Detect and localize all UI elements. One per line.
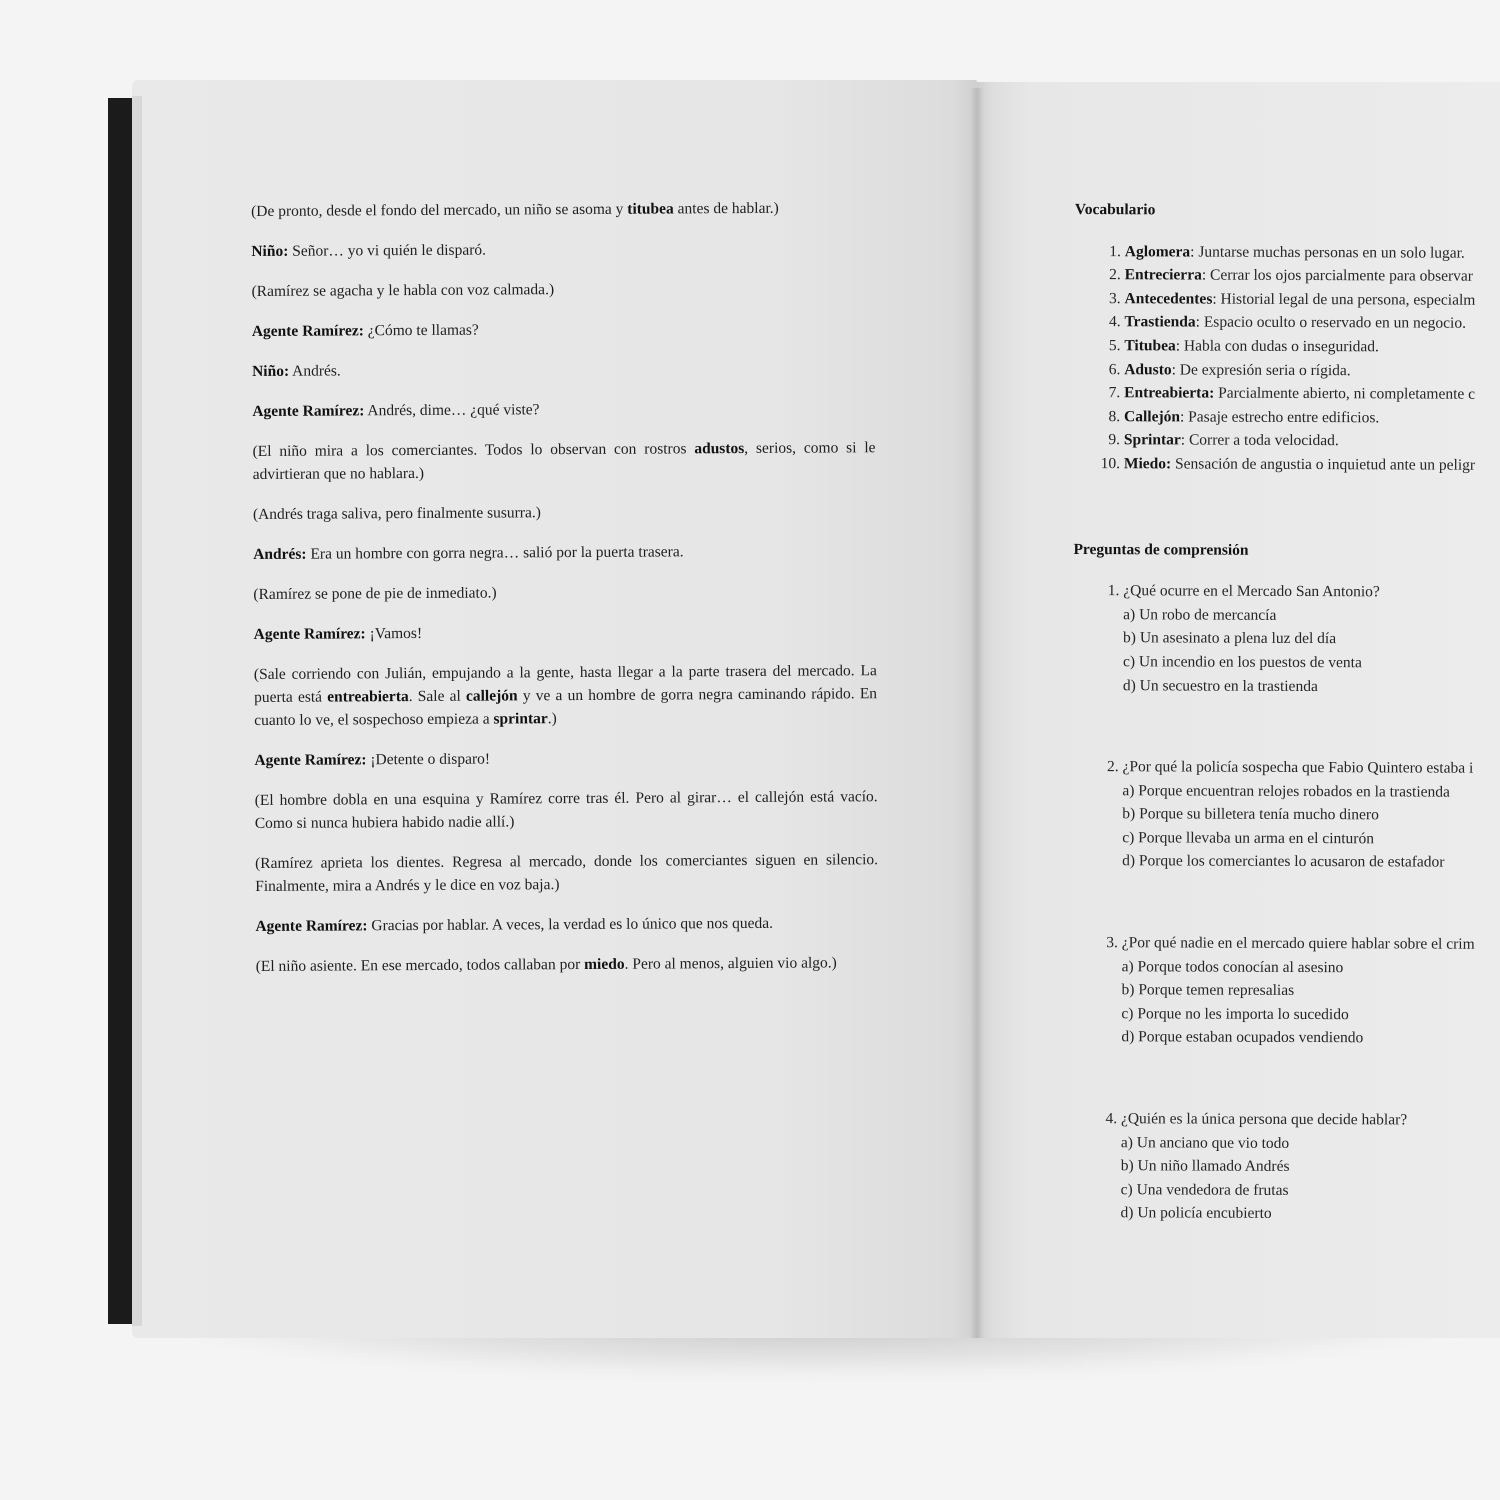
answer-option: b) Un asesinato a plena luz del día: [1123, 629, 1337, 648]
vocabulary-term: Callejón: [1124, 407, 1181, 426]
term-separator: :: [1190, 243, 1195, 261]
vocabulary-term: Trastienda: [1124, 313, 1196, 331]
text-segment: .): [547, 710, 557, 728]
dialogue-paragraph: [254, 745, 877, 772]
vocabulary-item: [1125, 240, 1500, 266]
text-segment: Andrés.: [289, 362, 341, 380]
bold-term: callejón: [465, 687, 518, 705]
vocabulary-item: [1124, 358, 1500, 384]
dialogue-paragraph: [255, 785, 878, 835]
vocabulary-list: [1074, 240, 1500, 478]
vocabulary-definition: Espacio oculto o reservado en un negocio.: [1199, 313, 1467, 333]
vocabulary-item: [1125, 263, 1500, 289]
answer-option: c) Un incendio en los puestos de venta: [1122, 653, 1362, 672]
vocabulary-item: [1124, 452, 1500, 478]
vocabulary-definition: Parcialmente abierto, ni completamente c: [1214, 384, 1476, 403]
vocabulary-item: [1124, 311, 1500, 337]
answer-options: [1123, 603, 1500, 699]
bold-term: Agente Ramírez:: [253, 625, 366, 643]
vocabulary-term: Miedo:: [1123, 455, 1172, 473]
dialogue-paragraph: [253, 539, 876, 566]
answer-option: d) Un policía encubierto: [1120, 1204, 1272, 1223]
text-segment: (De pronto, desde el fondo del mercado, un niño se asoma y: [251, 200, 628, 220]
question-item: [1121, 1107, 1500, 1227]
bold-term: Andrés:: [253, 545, 307, 563]
term-separator: :: [1212, 290, 1217, 308]
question-text: ¿Por qué nadie en el mercado quiere hablar sobre el crim: [1121, 934, 1475, 953]
vocabulary-term: Aglomera: [1124, 242, 1191, 261]
vocabulary-definition: Cerrar los ojos parcialmente para observar: [1206, 266, 1474, 285]
answer-option: b) Un niño llamado Andrés: [1120, 1157, 1290, 1176]
vocabulary-item: [1125, 287, 1500, 313]
vocabulary-definition: Sensación de angustia o inquietud ante un peligr: [1171, 455, 1476, 474]
bold-term: miedo: [584, 955, 625, 973]
question-text: ¿Por qué la policía sospecha que Fabio Quintero estaba i: [1122, 758, 1474, 777]
question-text: ¿Qué ocurre en el Mercado San Antonio?: [1123, 582, 1380, 601]
text-segment: ¡Vamos!: [365, 624, 423, 643]
vocabulary-item: [1124, 381, 1500, 407]
term-separator: :: [1171, 360, 1176, 379]
answer-option: d) Porque los comerciantes lo acusaron de estafador: [1122, 852, 1445, 872]
answer-option: d) Porque estaban ocupados vendiendo: [1121, 1028, 1364, 1047]
dialogue-paragraph: [255, 911, 878, 938]
bold-term: Agente Ramírez:: [255, 917, 368, 935]
vocabulary-definition: Pasaje estrecho entre edificios.: [1184, 408, 1380, 427]
term-separator: :: [1195, 313, 1201, 331]
dialogue-paragraph: [255, 848, 878, 898]
vocabulary-definition: De expresión seria o rígida.: [1175, 361, 1351, 379]
term-separator: :: [1175, 337, 1181, 355]
text-segment: (El niño mira a los comerciantes. Todos lo observan con rostros: [252, 440, 695, 460]
text-segment: , serios, como si le advirtieran que no hablara.): [252, 439, 876, 483]
question-item: [1122, 755, 1500, 875]
term-separator: :: [1179, 408, 1185, 426]
dialogue-paragraph: [252, 316, 875, 343]
text-segment: (El hombre dobla en una esquina y Ramírez corre tras él. Pero al girar… el callejón está vacío. Como si nunca hubiera habido nadie allí.): [254, 788, 878, 832]
answer-option: b) Porque su billetera tenía mucho dinero: [1122, 805, 1379, 824]
answer-option: a) Porque todos conocían al asesino: [1121, 957, 1344, 976]
answer-option: a) Un robo de mercancía: [1123, 605, 1277, 624]
text-segment: Señor… yo vi quién le disparó.: [288, 241, 487, 260]
answer-options: [1121, 1131, 1500, 1227]
dialogue-paragraph: [251, 276, 874, 303]
answer-option: c) Porque llevaba un arma en el cinturón: [1122, 829, 1375, 848]
dialogue-paragraph: [254, 619, 877, 646]
bold-term: Agente Ramírez:: [254, 751, 367, 769]
vocabulary-item: [1124, 429, 1500, 455]
vocabulary-term: Adusto: [1124, 360, 1172, 378]
text-segment: (Andrés traga saliva, pero finalmente susurra.): [252, 504, 541, 523]
vocabulary-definition: Juntarse muchas personas en un solo lugar.: [1194, 243, 1465, 262]
vocabulary-term: Antecedentes: [1124, 289, 1213, 308]
bold-term: sprintar: [493, 710, 548, 728]
bold-term: adustos: [694, 439, 745, 458]
vocabulary-term: Entrecierra: [1124, 266, 1202, 284]
questions-title: Preguntas de comprensión: [1073, 540, 1249, 559]
question-text: ¿Quién es la única persona que decide hablar?: [1120, 1110, 1408, 1129]
bold-term: Agente Ramírez:: [252, 402, 365, 420]
text-segment: Gracias por hablar. A veces, la verdad es lo único que nos queda.: [367, 914, 773, 935]
answer-option: a) Un anciano que vio todo: [1120, 1133, 1290, 1152]
vocabulary-term: Titubea: [1124, 337, 1176, 355]
answer-option: d) Un secuestro en la trastienda: [1122, 676, 1318, 695]
answer-options: [1122, 779, 1500, 875]
dialogue-paragraph: [252, 356, 875, 383]
dialogue-paragraph: [252, 396, 875, 423]
bold-term: Niño:: [251, 362, 290, 380]
dialogue-paragraph: [256, 951, 879, 978]
vocabulary-item: [1124, 334, 1500, 360]
answer-option: b) Porque temen represalias: [1121, 981, 1295, 1000]
term-separator: :: [1180, 431, 1186, 449]
page-edge: [132, 96, 142, 1326]
vocabulary-term: Sprintar: [1123, 431, 1181, 449]
question-item: [1121, 931, 1500, 1051]
text-segment: (Ramírez se agacha y le habla con voz calmada.): [251, 281, 555, 300]
vocabulary-term: Entreabierta:: [1124, 384, 1215, 402]
vocabulary-title: Vocabulario: [1074, 200, 1156, 219]
answer-option: c) Porque no les importa lo sucedido: [1121, 1005, 1349, 1024]
dialogue-paragraph: [251, 236, 874, 263]
question-item: [1123, 579, 1500, 699]
answer-option: c) Una vendedora de frutas: [1120, 1181, 1289, 1199]
text-segment: antes de hablar.): [673, 199, 779, 218]
text-segment: . Sale al: [408, 687, 467, 706]
text-segment: (El niño asiente. En ese mercado, todos callaban por: [255, 955, 585, 975]
dialogue-text: [251, 196, 879, 995]
questions-list: [1071, 579, 1500, 1227]
text-segment: (Sale corriendo con Julián, empujando a la gente, hasta llegar a la parte trasera del mercado. La puerta está: [253, 662, 877, 706]
dialogue-paragraph: [252, 436, 875, 486]
exercise-section: [1070, 198, 1500, 1285]
book-cover-edge: [108, 98, 134, 1324]
bold-term: titubea: [627, 200, 674, 218]
text-segment: . Pero al menos, alguien vio algo.): [624, 954, 837, 973]
text-segment: (Ramírez aprieta los dientes. Regresa al mercado, donde los comerciantes siguen en silencio. Finalmente, mira a Andrés y le dice en voz baja.): [255, 851, 879, 895]
term-separator: :: [1201, 266, 1207, 284]
dialogue-paragraph: [254, 659, 877, 732]
dialogue-paragraph: [253, 579, 876, 606]
text-segment: Andrés, dime… ¿qué viste?: [364, 401, 540, 420]
text-segment: ¿Cómo te llamas?: [363, 321, 479, 340]
answer-options: [1121, 955, 1500, 1051]
book-gutter: [970, 88, 984, 1338]
text-segment: ¡Detente o disparo!: [366, 750, 491, 769]
vocabulary-definition: Correr a toda velocidad.: [1185, 431, 1339, 450]
vocabulary-definition: Historial legal de una persona, especialm: [1216, 290, 1476, 309]
bold-term: Niño:: [251, 242, 289, 260]
bold-term: Agente Ramírez:: [251, 322, 364, 340]
vocabulary-definition: Habla con dudas o inseguridad.: [1180, 337, 1379, 356]
text-segment: Era un hombre con gorra negra… salió por la puerta trasera.: [306, 543, 684, 563]
answer-option: a) Porque encuentran relojes robados en la trastienda: [1122, 781, 1450, 801]
bold-term: entreabierta: [327, 688, 409, 706]
dialogue-paragraph: [253, 499, 876, 526]
text-segment: y ve a un hombre de gorra negra caminando rápido. En cuanto lo ve, el sospechoso empieza a: [254, 685, 878, 729]
dialogue-paragraph: [251, 196, 874, 223]
text-segment: (Ramírez se pone de pie de inmediato.): [253, 584, 497, 603]
vocabulary-item: [1124, 405, 1500, 431]
